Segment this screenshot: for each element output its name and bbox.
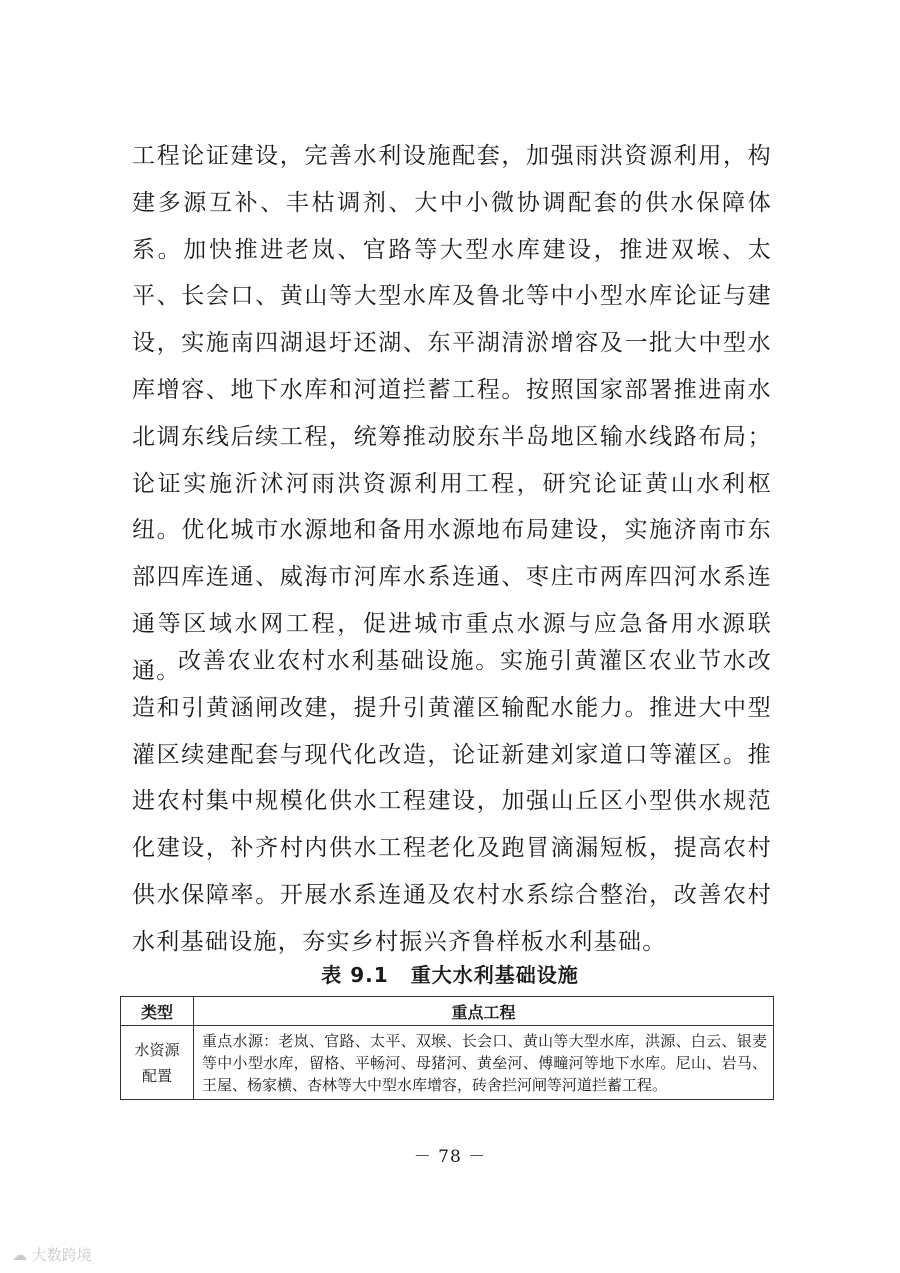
table-caption: [0, 959, 900, 988]
table-row: [121, 1026, 774, 1100]
body-paragraph-rural-water: 改善农业农村水利基础设施。实施引黄灌区农业节水改造和引黄涵闸改建，提升引黄灌区输配水能力。推进大中型灌区续建配套与现代化改造，论证新建刘家道口等灌区。推进农村集中规模化供水工程建设，加强山丘区小型供水规范化建设，补齐村内供水工程老化及跑冒滴漏短板，提高农村供水保障率。开展水系连通及农村水系综合整治，改善农村水利基础设施，夯实乡村振兴齐鲁样板水利基础。: [132, 648, 772, 955]
row-type-line-2: 配置: [141, 1066, 172, 1085]
infrastructure-table: [120, 996, 774, 1100]
row-type-cell: [121, 1026, 194, 1100]
table-caption-number: 表 9.1: [321, 963, 389, 987]
table-header-row: [121, 997, 774, 1026]
watermark-text: 大数跨境: [31, 1246, 92, 1264]
header-key-projects: 重点工程: [194, 997, 774, 1026]
table-caption-title: 重大水利基础设施: [410, 963, 579, 987]
row-content-cell: 重点水源：老岚、官路、太平、双堠、长会口、黄山等大型水库，洪源、白云、银麦等中小型水库，留格、平畅河、母猪河、黄垒河、傅疃河等地下水库。尼山、岩马、王屋、杨家横、杏林等大中型水库增容，砖舍拦河闸等河道拦蓄工程。: [194, 1026, 774, 1100]
page-number: － 78 －: [413, 1147, 487, 1167]
watermark-icon: ☁: [12, 1246, 27, 1264]
watermark-logo: [12, 1244, 92, 1265]
row-type-line-1: 水资源: [134, 1040, 180, 1059]
header-type: 类型: [121, 997, 194, 1026]
body-paragraph-water-sources: 工程论证建设，完善水利设施配套，加强雨洪资源利用，构建多源互补、丰枯调剂、大中小微协调配套的供水保障体系。加快推进老岚、官路等大型水库建设，推进双堠、太平、长会口、黄山等大型水库及鲁北等中小型水库论证与建设，实施南四湖退圩还湖、东平湖清淤增容及一批大中型水库增容、地下水库和河道拦蓄工程。按照国家部署推进南水北调东线后续工程，统筹推动胶东半岛地区输水线路布局；论证实施沂沭河雨洪资源利用工程，研究论证黄山水利枢纽。优化城市水源地和备用水源地布局建设，实施济南市东部四库连通、威海市河库水系连通、枣庄市两库四河水系连通等区域水网工程，促进城市重点水源与应急备用水源联通。: [132, 143, 772, 684]
